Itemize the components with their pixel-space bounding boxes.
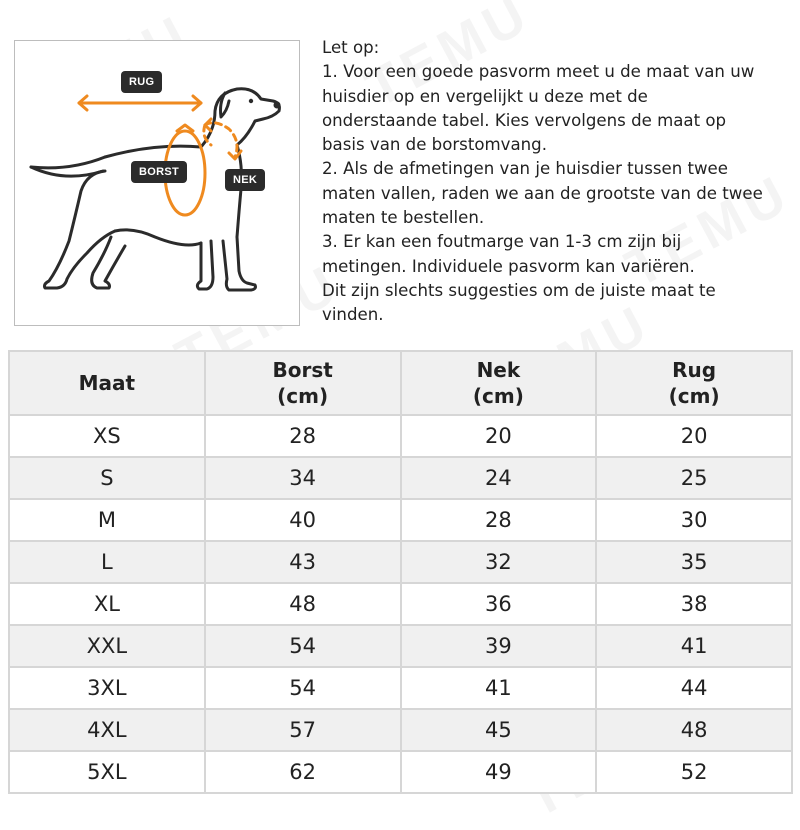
chest-cell: 57 (205, 709, 401, 751)
notes-line: huisdier op en vergelijkt u deze met de (322, 86, 648, 106)
header-neck-label: Nek (476, 358, 521, 382)
table-row (9, 583, 792, 625)
table-row (9, 541, 792, 583)
notes-line: onderstaande tabel. Kies vervolgens de maat op (322, 110, 727, 130)
header-chest-unit: (cm) (277, 384, 329, 408)
table-row (9, 415, 792, 457)
neck-label-tag: NEK (225, 169, 265, 191)
header-neck-unit: (cm) (472, 384, 524, 408)
notes-line: basis van de borstomvang. (322, 135, 547, 155)
neck-cell: 24 (401, 457, 597, 499)
header-size-label: Maat (78, 371, 136, 395)
notes-line: vinden. (322, 305, 384, 325)
chest-cell: 54 (205, 625, 401, 667)
size-cell: XS (9, 415, 205, 457)
size-cell: XL (9, 583, 205, 625)
back-cell: 35 (596, 541, 792, 583)
neck-cell: 20 (401, 415, 597, 457)
table-header-row (9, 351, 792, 415)
neck-cell: 36 (401, 583, 597, 625)
neck-cell: 28 (401, 499, 597, 541)
neck-cell: 32 (401, 541, 597, 583)
table-row (9, 709, 792, 751)
table-row (9, 751, 792, 793)
back-cell: 48 (596, 709, 792, 751)
notes-line: 1. Voor een goede pasvorm meet u de maat van uw (322, 62, 755, 82)
size-chart-table (8, 350, 793, 794)
dog-measurement-diagram (14, 40, 300, 326)
neck-cell: 49 (401, 751, 597, 793)
size-cell: 3XL (9, 667, 205, 709)
back-cell: 30 (596, 499, 792, 541)
notes-line: metingen. Individuele pasvorm kan variëren. (322, 256, 695, 276)
notes-line: 2. Als de afmetingen van je huisdier tussen twee (322, 159, 728, 179)
neck-cell: 41 (401, 667, 597, 709)
size-cell: 4XL (9, 709, 205, 751)
notes-line: 3. Er kan een foutmarge van 1-3 cm zijn bij (322, 232, 682, 252)
size-cell: 5XL (9, 751, 205, 793)
table-row (9, 625, 792, 667)
neck-cell: 45 (401, 709, 597, 751)
size-cell: M (9, 499, 205, 541)
chest-cell: 34 (205, 457, 401, 499)
neck-measure-arrow (204, 119, 241, 159)
table-row (9, 499, 792, 541)
back-cell: 41 (596, 625, 792, 667)
chest-cell: 62 (205, 751, 401, 793)
header-size (9, 351, 205, 415)
table-row (9, 667, 792, 709)
header-back-unit: (cm) (668, 384, 720, 408)
notes-line: maten te bestellen. (322, 208, 485, 228)
notes-line: Dit zijn slechts suggesties om de juiste maat te (322, 280, 716, 300)
header-back (596, 351, 792, 415)
size-notes (322, 36, 792, 328)
size-cell: L (9, 541, 205, 583)
chest-cell: 54 (205, 667, 401, 709)
neck-cell: 39 (401, 625, 597, 667)
chest-cell: 28 (205, 415, 401, 457)
nose-icon (274, 102, 281, 109)
notes-heading: Let op: (322, 38, 380, 57)
header-chest (205, 351, 401, 415)
header-neck (401, 351, 597, 415)
size-cell: XXL (9, 625, 205, 667)
chest-cell: 43 (205, 541, 401, 583)
chest-label-tag: BORST (131, 161, 187, 183)
back-measure-arrow (79, 96, 201, 110)
back-label-tag: RUG (121, 71, 162, 93)
back-cell: 20 (596, 415, 792, 457)
chest-cell: 40 (205, 499, 401, 541)
back-cell: 52 (596, 751, 792, 793)
header-back-label: Rug (672, 358, 717, 382)
table-row (9, 457, 792, 499)
back-cell: 44 (596, 667, 792, 709)
size-cell: S (9, 457, 205, 499)
back-cell: 38 (596, 583, 792, 625)
header-chest-label: Borst (272, 358, 333, 382)
back-cell: 25 (596, 457, 792, 499)
eye-icon (249, 99, 253, 103)
notes-line: maten vallen, raden we aan de grootste van de twee (322, 183, 763, 203)
chest-cell: 48 (205, 583, 401, 625)
